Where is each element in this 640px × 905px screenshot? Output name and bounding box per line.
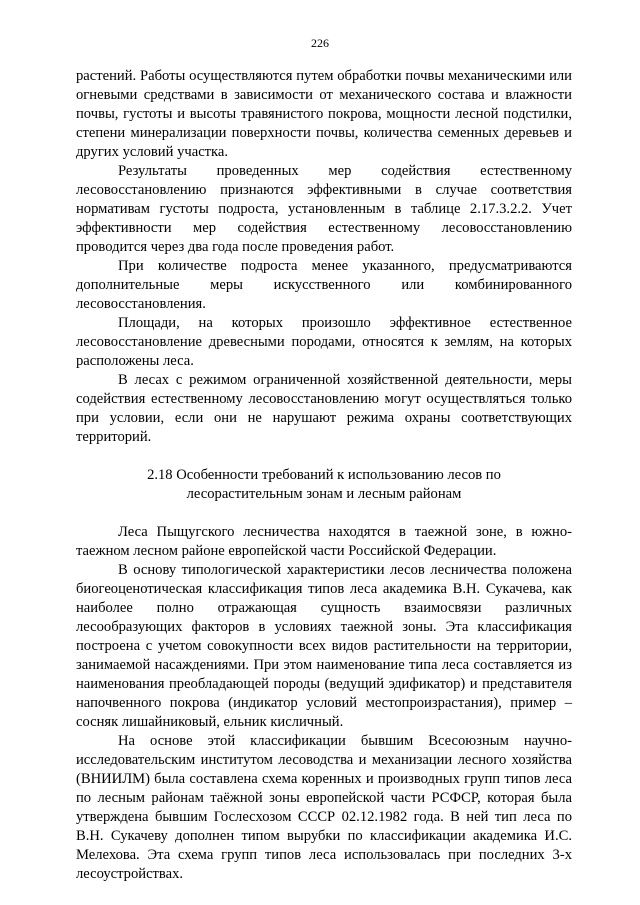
paragraph-vniilm-scheme: На основе этой классификации бывшим Всесоюзным научно-исследовательским институтом лесоводства и механизации лесного хозяйства (ВНИИЛМ) была составлена схема коренных и производных групп типов леса по лесным районам таёжной зоны европейской части РСФСР, которая была утверждена бывшим Гослесхозом СССР 02.12.1982 года. В ней тип леса по В.Н. Сукачеву дополнен типом вырубки по классификации академика И.С. Мелехова. Эта схема групп типов леса использовалась при последних 3-х лесоустройствах. bbox=[76, 733, 572, 882]
paragraph-forest-zone: Леса Пыщугского лесничества находятся в таежной зоне, в южно-таежном лесном районе европейской части Российской Федерации. bbox=[76, 524, 572, 559]
body-text bbox=[76, 67, 572, 884]
section-heading-line-1: 2.18 Особенности требований к использованию лесов по bbox=[147, 467, 501, 483]
section-heading-line-2: лесорастительным зонам и лесным районам bbox=[186, 486, 462, 502]
paragraph-continuation: растений. Работы осуществляются путем обработки почвы механическими или огневыми средствами в зависимости от механического состава и влажности почвы, густоты и высоты травянистого покрова, мощности лесной подстилки, степени минерализации поверхности почвы, количества семенных деревьев и других условий участка. bbox=[76, 68, 572, 160]
paragraph-results: Результаты проведенных мер содействия естественному лесовосстановлению признаются эффективными в случае соответствия нормативам густоты подроста, установленным в таблице 2.17.3.2.2. Учет эффективности мер содействия естественному лесовосстановлению проводится через два года после проведения работ. bbox=[76, 163, 572, 255]
section-heading bbox=[76, 466, 572, 504]
paragraph-restricted-forests: В лесах с режимом ограниченной хозяйственной деятельности, меры содействия естественному лесовосстановлению могут осуществляться только при условии, если они не нарушают режима охраны соответствующих территорий. bbox=[76, 372, 572, 445]
paragraph-areas: Площади, на которых произошло эффективное естественное лесовосстановление древесными породами, относятся к землям, на которых расположены леса. bbox=[76, 315, 572, 369]
paragraph-additional-measures: При количестве подроста менее указанного, предусматриваются дополнительные меры искусственного или комбинированного лесовосстановления. bbox=[76, 258, 572, 312]
paragraph-classification: В основу типологической характеристики лесов лесничества положена биогеоценотическая классификация типов леса академика В.Н. Сукачева, как наиболее полно отражающая сущность взаимосвязи различных лесообразующих факторов в условиях таежной зоны. Эта классификация построена с учетом совокупности всех видов растительности на территории, занимаемой насаждениями. При этом наименование типа леса составляется из наименования преобладающей породы (ведущий эдификатор) и представителя напочвенного покрова (индикатор условий местопроизрастания), пример – сосняк лишайниковый, ельник кисличный. bbox=[76, 562, 572, 730]
page-number: 226 bbox=[311, 36, 329, 50]
